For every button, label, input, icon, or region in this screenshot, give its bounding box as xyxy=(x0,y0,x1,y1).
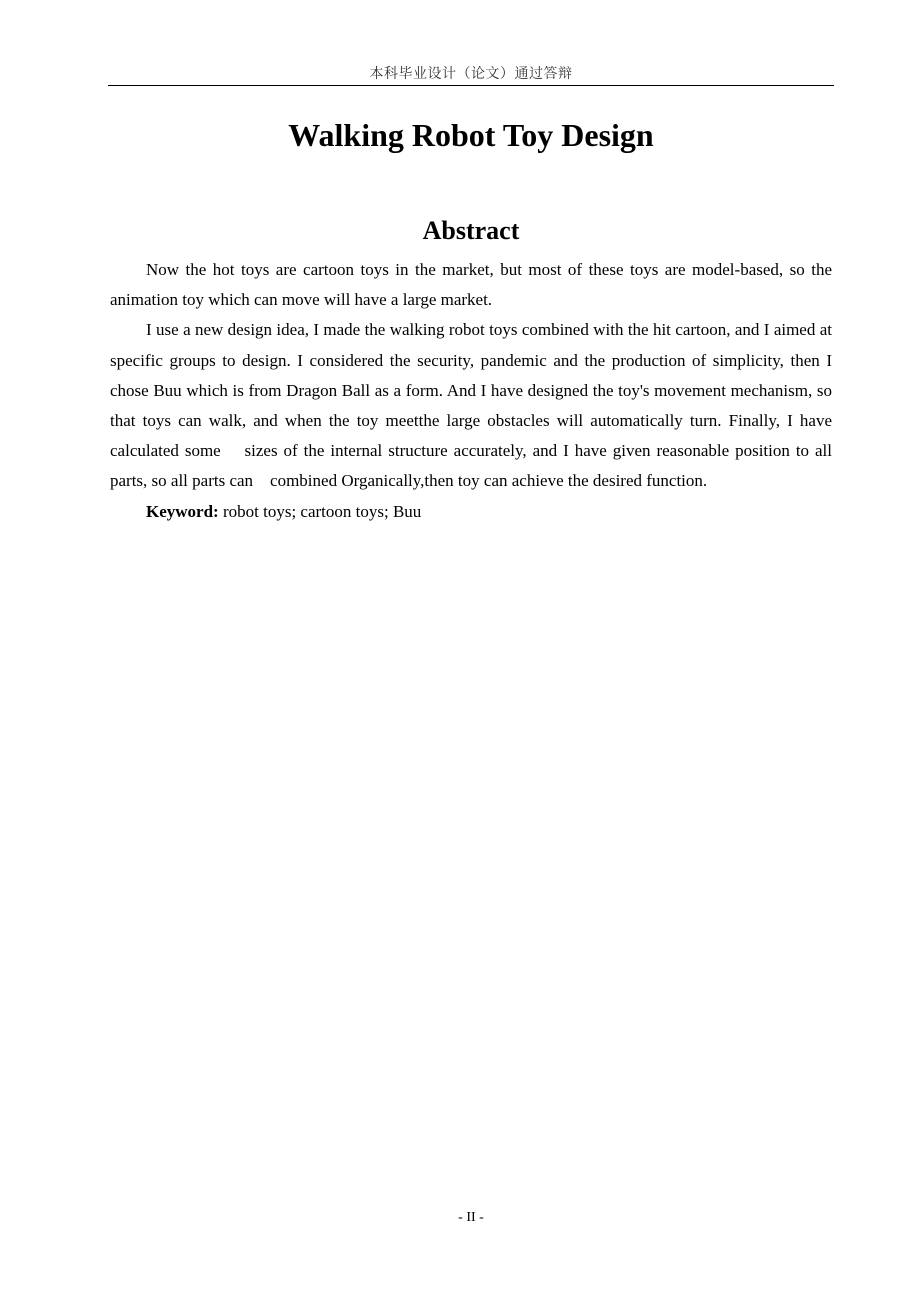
keywords-line xyxy=(110,497,832,527)
abstract-body xyxy=(110,255,837,527)
abstract-paragraph-1: Now the hot toys are cartoon toys in the market, but most of these toys are model-based, so the animation toy which can move will have a large market. xyxy=(110,260,832,310)
abstract-paragraph-2: I use a new design idea, I made the walking robot toys combined with the hit cartoon, and I aimed at specific groups to design. I considered the security, pandemic and the production of simplicity, then I chose Buu which is from Dragon Ball as a form. And I have designed the toy's movement mechanism, so that toys can walk, and when the toy meetthe large obstacles will automatically turn. Finally, I have calculated some sizes of the internal structure accurately, and I have given reasonable position to all parts, so all parts can combined Organically,then toy can achieve the desired function. xyxy=(110,320,837,491)
document-title: Walking Robot Toy Design xyxy=(288,117,654,153)
running-header: 本科毕业设计（论文）通过答辩 xyxy=(369,66,573,82)
keywords-label: Keyword: xyxy=(146,501,219,521)
keywords-value: robot toys; cartoon toys; Buu xyxy=(218,501,422,521)
page-number: - II - xyxy=(458,1210,484,1225)
abstract-heading: Abstract xyxy=(422,216,520,245)
header-rule xyxy=(108,85,834,86)
